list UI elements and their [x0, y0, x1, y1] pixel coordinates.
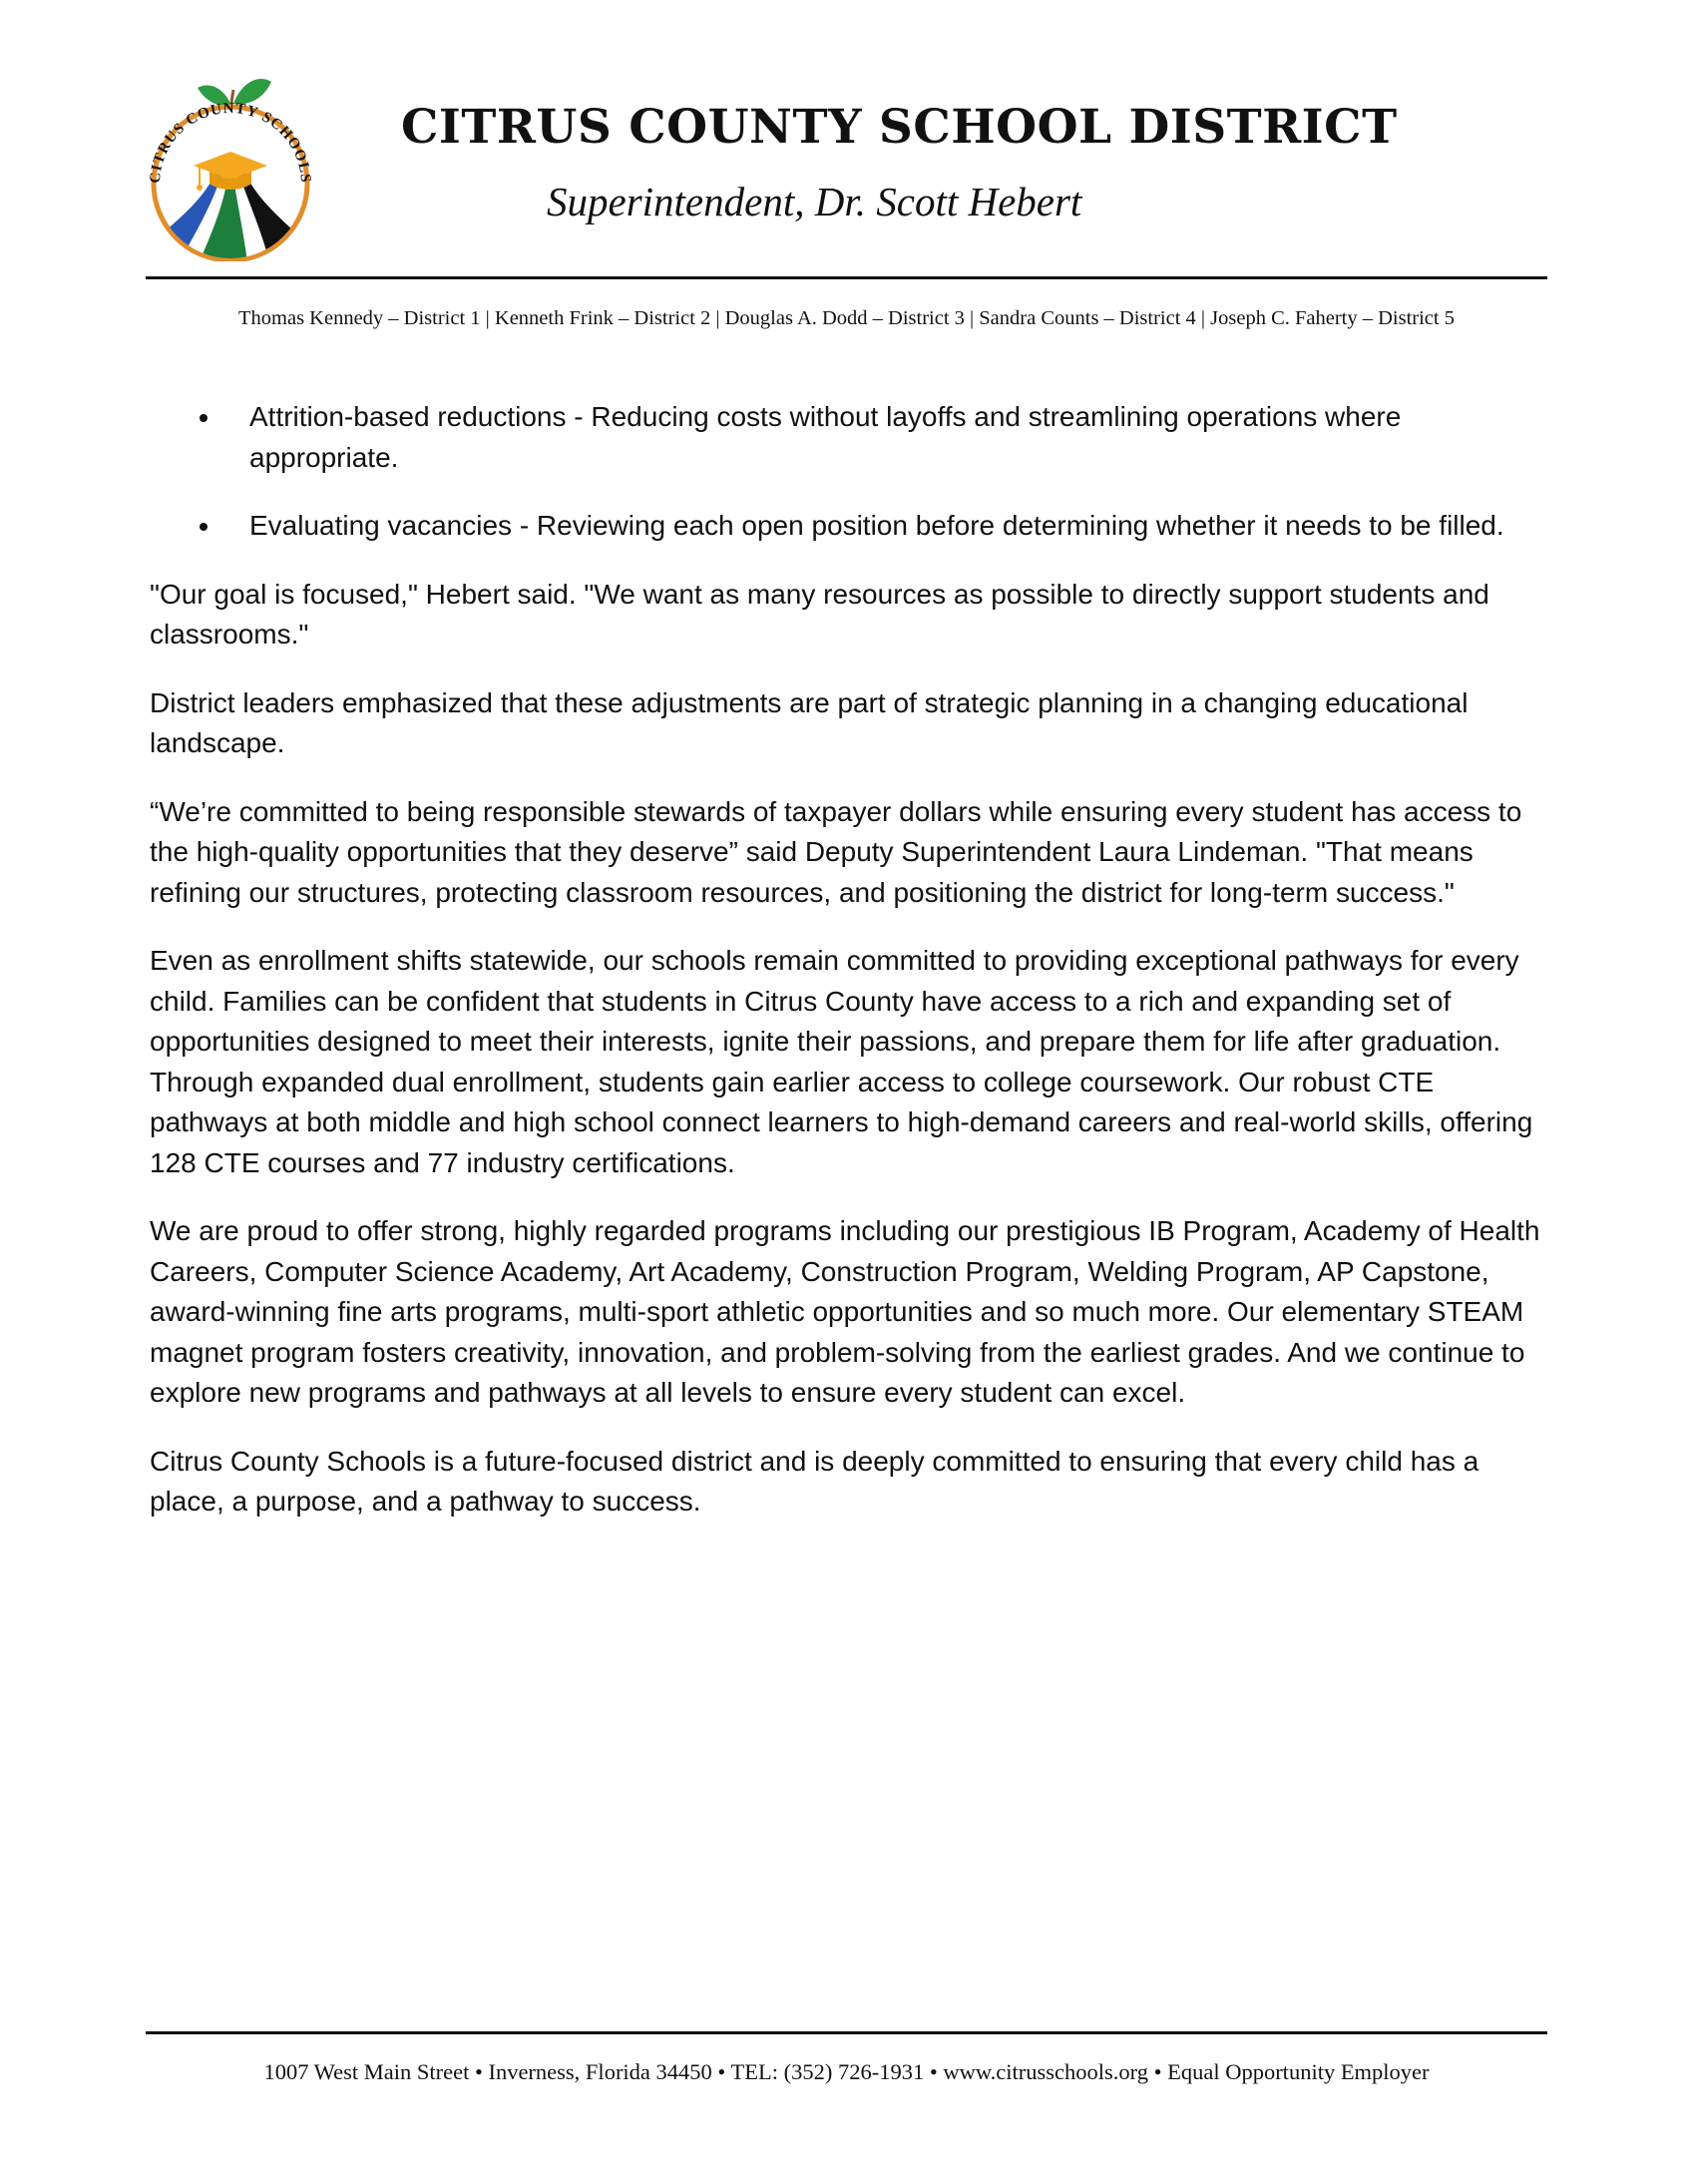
paragraph-closing: Citrus County Schools is a future-focused district and is deeply committed to ensuring that every child has a place, a purpose, and a pathway to success. [150, 1445, 1479, 1517]
superintendent-name: Superintendent, Dr. Scott Hebert [547, 179, 1082, 224]
paragraph-deputy-quote: “We’re committed to being responsible stewards of taxpayer dollars while ensuring every student has access to the high-quality opportunities that they deserve” said Deputy Superintendent Laura Lindeman. "That means refining our structures, protecting classroom resources, and positioning the district for long-term success." [150, 795, 1522, 908]
bullet-icon [200, 414, 208, 422]
board-members-line: Thomas Kennedy – District 1 | Kenneth Frink – District 2 | Douglas A. Dodd – District 3 | Sandra Counts – District 4 | Joseph C. Faherty – District 5 [238, 307, 1455, 329]
footer-divider [146, 2031, 1547, 2034]
bullet-text: Attrition-based reductions - Reducing costs without layoffs and streamlining operations where appropriate. [249, 401, 1402, 473]
paragraph-enrollment: Even as enrollment shifts statewide, our schools remain committed to providing exceptional pathways for every child. Families can be confident that students in Citrus County have access to a rich and expanding set of opportunities designed to meet their interests, ignite their passions, and prepare them for life after graduation. Through expanded dual enrollment, students gain earlier access to college coursework. Our robust CTE pathways at both middle and high school connect learners to high-demand careers and real-world skills, offering 128 CTE courses and 77 industry certifications. [150, 945, 1533, 1178]
bullet-item [150, 506, 1544, 547]
paragraph-programs: We are proud to offer strong, highly regarded programs including our prestigious IB Program, Academy of Health Careers, Computer Science Academy, Art Academy, Construction Program, Welding Program, AP Capstone, award-winning fine arts programs, multi-sport athletic opportunities and so much more. Our elementary STEAM magnet program fosters creativity, innovation, and problem-solving from the earliest grades. And we continue to explore new programs and pathways at all levels to ensure every student can excel. [150, 1215, 1540, 1408]
letter-body [150, 397, 1544, 1550]
bullet-icon [200, 523, 208, 531]
footer-contact-line: 1007 West Main Street • Inverness, Florida 34450 • TEL: (352) 726-1931 • www.citrusschools.org • Equal Opportunity Employer [263, 2059, 1430, 2084]
header-divider [146, 276, 1547, 279]
bullet-item [150, 397, 1544, 478]
district-name: CITRUS COUNTY SCHOOL DISTRICT [401, 100, 1398, 155]
logo-arc-text: CITRUS COUNTY SCHOOLS [147, 100, 314, 185]
bullet-text: Evaluating vacancies - Reviewing each open position before determining whether it needs to be filled. [249, 510, 1504, 541]
bullet-list [150, 397, 1544, 547]
paragraph-strategic-planning: District leaders emphasized that these adjustments are part of strategic planning in a changing educational landscape. [150, 686, 1469, 758]
district-logo-icon [140, 56, 321, 261]
paragraph-goal-quote: "Our goal is focused," Hebert said. "We want as many resources as possible to directly support students and classrooms." [150, 578, 1489, 650]
district-logo [140, 56, 321, 261]
